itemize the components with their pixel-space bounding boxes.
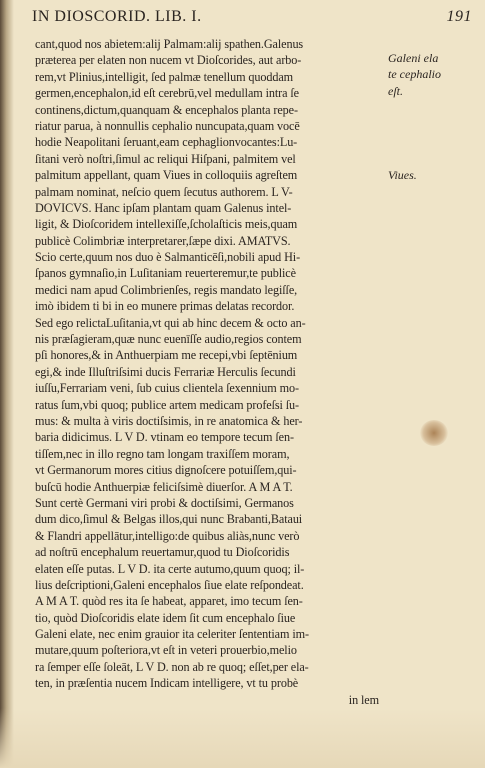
text-line: medici nam apud Colimbrienſes, regis mandato legiſſe, bbox=[35, 282, 298, 297]
text-line: iuſſu,Ferrariam veni, ſub cuius clientela ſexennium mo- bbox=[35, 381, 299, 396]
margin-note-line: te cephalio bbox=[388, 67, 441, 82]
margin-note-galeni bbox=[388, 50, 441, 99]
text-line: Sed ego relictaLuſitania,vt qui ab hinc decem & octo an- bbox=[35, 315, 306, 330]
text-line: tio, quòd Dioſcoridis elate idem ſit cum encephalo ſiue bbox=[35, 610, 296, 625]
page-number: 191 bbox=[446, 8, 472, 25]
page-gutter-shadow bbox=[0, 0, 14, 768]
text-line: continens,dictum,quanquam & encephalos planta repe- bbox=[35, 102, 298, 117]
text-line: & Flandri appellātur,intelligo:de quibus aliàs,nunc verò bbox=[35, 528, 300, 543]
text-line: præterea per elaten non nucem vt Dioſcorides, aut arbo- bbox=[35, 53, 302, 68]
text-line: publicè Colimbriæ interpretarer,ſæpe dixi. AMATVS. bbox=[35, 233, 291, 248]
text-line: lius deſcriptioni,Galeni encephalos ſiue elate reſpondeat. bbox=[35, 577, 304, 592]
text-line: Scio certe,quum nos duo è Salmanticēſi,nobili apud Hi- bbox=[35, 250, 301, 265]
text-line: ratus ſum,vbi quoq; publice artem medicam profeſsi ſu- bbox=[35, 397, 300, 412]
text-line: in lem bbox=[348, 692, 379, 707]
page-bottom-edge bbox=[0, 708, 485, 768]
text-line: rem,vt Plinius,intelligit, ſed palmæ tenellum quoddam bbox=[35, 69, 294, 84]
text-line: cant,quod nos abietem:alij Palmam:alij spathen.Galenus bbox=[35, 37, 304, 51]
text-line: pſi honores,& in Anthuerpiam me recepi,vbi ſeptēnium bbox=[35, 348, 298, 363]
text-line: ſpanos gymnaſio,in Luſitaniam reuerteremur,te publicè bbox=[35, 266, 296, 281]
text-line: Galeni elate, nec enim grauior ita celeriter ſententiam im- bbox=[35, 627, 309, 642]
running-head: IN DIOSCORID. LIB. I. bbox=[32, 8, 202, 25]
ink-stain bbox=[420, 420, 448, 446]
text-line: tiſſem,nec in illo regno tam longam traxiſſem moram, bbox=[35, 446, 290, 461]
margin-note-line: Galeni ela bbox=[388, 51, 439, 65]
text-line: egi,& inde Illuſtriſsimi ducis Ferrariæ Herculis ſecundi bbox=[35, 364, 296, 379]
text-line: A M A T. quòd res ita ſe habeat, apparet, imo tecum ſen- bbox=[35, 594, 303, 609]
text-line: DOVICVS. Hanc ipſam plantam quam Galenus intel- bbox=[35, 200, 292, 215]
margin-note-viues bbox=[388, 167, 417, 183]
text-line: palmitum appellant, quam Viues in colloquiis agreſtem bbox=[35, 168, 298, 183]
text-line: buſcū hodie Anthuerpiæ feliciſsimè diuerſor. A M A T. bbox=[35, 479, 293, 494]
text-line: ligit, & Dioſcoridem intellexiſſe,ſcholaſticis meis,quam bbox=[35, 217, 298, 232]
text-line: germen,encephalon,id eſt cerebrū,vel medullam intra ſe bbox=[35, 86, 299, 101]
text-line: riatur parua, à nonnullis cephalio nuncupata,quam vocē bbox=[35, 118, 300, 133]
text-line: vt Germanorum mores citius dignoſcere potuiſſem,qui- bbox=[35, 463, 297, 478]
text-line: elaten eſſe putas. L V D. ita certe autumo,quum quoq; il- bbox=[35, 561, 305, 576]
text-line: mus: & multa à viris doctiſsimis, in re anatomica & her- bbox=[35, 413, 303, 428]
text-line: ad noſtrū encephalum reuertamur,quod tu Dioſcoridis bbox=[35, 545, 290, 560]
text-line: imò ibidem ti bi in eo munere primas delatas recordor. bbox=[35, 299, 295, 314]
margin-note-line: eſt. bbox=[388, 83, 403, 98]
main-text-block bbox=[35, 36, 379, 708]
text-line: hodie Neapolitani ſeruant,eam cephaglionvocantes:Lu- bbox=[35, 135, 298, 150]
margin-note-line: Viues. bbox=[388, 168, 417, 182]
text-line: mutare,quum poſteriora,vt eſt in veteri prouerbio,melio bbox=[35, 643, 297, 658]
text-line: Sunt certè Germani viri probi & doctiſsimi, Germanos bbox=[35, 495, 294, 510]
text-line: dum dico,ſimul & Belgas illos,qui nunc Brabanti,Bataui bbox=[35, 512, 303, 527]
text-line: baria didicimus. L V D. vtinam eo tempore tecum ſen- bbox=[35, 430, 294, 445]
text-line: palmam nominat, neſcio quem ſecutus authorem. L V- bbox=[35, 184, 293, 199]
text-line: ten, in præſentia nucem Indicam intelligere, vt tu probè bbox=[35, 676, 299, 691]
text-line: ſitani verò noſtri,ſimul ac reliqui Hiſpani, palmitem vel bbox=[35, 151, 296, 166]
text-line: ra ſemper eſſe ſoleāt, L V D. non ab re quoq; eſſet,per ela- bbox=[35, 659, 309, 674]
page-header bbox=[32, 8, 472, 30]
text-line: nis præſagieram,quæ nunc euenīſſe audio,regios contem bbox=[35, 332, 302, 347]
